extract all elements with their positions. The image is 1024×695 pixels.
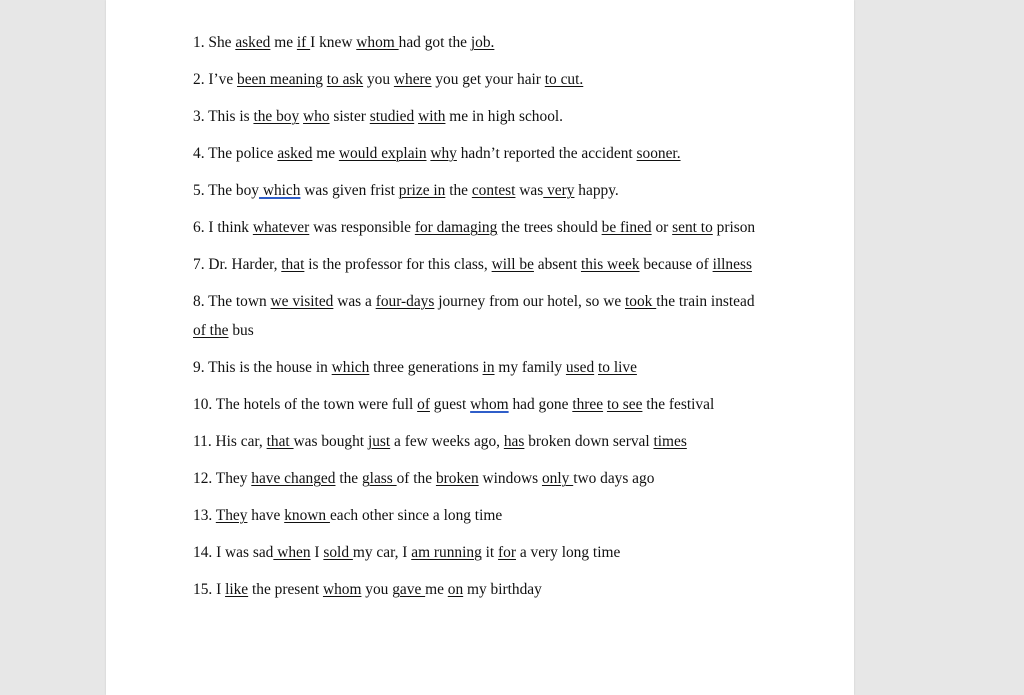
sentence-text: because of <box>639 256 713 273</box>
sentence-text: or <box>651 219 673 236</box>
sentence-text: 6. I think <box>193 219 253 236</box>
underlined-phrase: glass <box>361 470 397 487</box>
underlined-phrase: that <box>281 256 305 273</box>
underlined-phrase: used <box>565 359 595 376</box>
underlined-phrase: of the <box>193 322 229 339</box>
underlined-phrase: illness <box>712 256 752 273</box>
sentence-text: 1. She <box>193 34 236 51</box>
underlined-phrase: would explain <box>338 145 427 162</box>
underlined-phrase: have changed <box>251 470 336 487</box>
sentence-text: was <box>515 182 544 199</box>
underlined-phrase: only <box>541 470 574 487</box>
sentence-text: 8. The town <box>193 293 271 310</box>
underlined-phrase: whom <box>356 34 399 51</box>
sentence-text: had got the <box>398 34 471 51</box>
sentence-text: you get your hair <box>431 71 545 88</box>
underlined-phrase: will be <box>491 256 534 273</box>
underlined-phrase: job. <box>470 34 495 51</box>
sentence-text: 15. I <box>193 581 226 598</box>
sentence-text: my birthday <box>463 581 542 598</box>
sentence-text: the present <box>248 581 323 598</box>
underlined-phrase: took <box>625 293 657 310</box>
sentence-text: absent <box>533 256 581 273</box>
underlined-phrase: gave <box>392 581 426 598</box>
sentence-text: was a <box>333 293 376 310</box>
underlined-phrase: has <box>503 433 525 450</box>
sentence-text: my family <box>494 359 566 376</box>
sentence-text: of the <box>396 470 436 487</box>
underlined-phrase: am running <box>411 544 482 561</box>
underlined-phrase: studied <box>369 108 415 125</box>
underlined-phrase: They <box>215 507 248 524</box>
sentence-text: the train instead <box>656 293 755 310</box>
underlined-phrase: when <box>273 544 311 561</box>
sentence-text: a few weeks ago, <box>390 433 504 450</box>
sentence-text: prison <box>712 219 756 236</box>
underlined-phrase: if <box>296 34 311 51</box>
exercise-item-7 <box>193 250 768 279</box>
exercise-item-15 <box>193 575 768 604</box>
sentence-text: 7. Dr. Harder, <box>193 256 282 273</box>
sentence-text: 12. They <box>193 470 252 487</box>
underlined-phrase: sold <box>323 544 353 561</box>
underlined-phrase: very <box>543 182 575 199</box>
sentence-text: the <box>335 470 362 487</box>
sentence-text: hadn’t reported the accident <box>456 145 637 162</box>
exercise-item-10 <box>193 390 768 419</box>
exercise-item-2 <box>193 65 768 94</box>
underlined-phrase: just <box>367 433 391 450</box>
sentence-text: me <box>270 34 297 51</box>
sentence-text: happy. <box>574 182 619 199</box>
underlined-phrase: the boy <box>253 108 300 125</box>
sentence-text: 2. I’ve <box>193 71 238 88</box>
underlined-phrase: where <box>393 71 432 88</box>
exercise-item-6 <box>193 213 768 242</box>
exercise-item-13 <box>193 501 768 530</box>
underlined-phrase: to ask <box>326 71 364 88</box>
exercise-item-4 <box>193 139 768 168</box>
underlined-phrase: prize in <box>398 182 446 199</box>
underlined-phrase: which <box>331 359 370 376</box>
underlined-phrase: with <box>418 108 446 125</box>
sentence-text: you <box>361 581 393 598</box>
sentence-text: I knew <box>310 34 357 51</box>
underlined-phrase: why <box>430 145 457 162</box>
underlined-phrase: broken <box>435 470 479 487</box>
sentence-text: 13. <box>193 507 216 524</box>
sentence-text: have <box>247 507 285 524</box>
underlined-phrase: whatever <box>252 219 310 236</box>
underlined-phrase: to live <box>598 359 637 376</box>
sentence-text: was bought <box>293 433 368 450</box>
sentence-text: bus <box>228 322 254 339</box>
sentence-text: me <box>312 145 339 162</box>
sentence-text: was given frist <box>300 182 399 199</box>
sentence-text: you <box>363 71 394 88</box>
underlined-phrase: whom <box>322 581 362 598</box>
exercise-list <box>193 28 768 612</box>
document-page <box>106 0 854 695</box>
sentence-text: had gone <box>508 396 573 413</box>
underlined-phrase: four-days <box>375 293 435 310</box>
exercise-item-8 <box>193 287 768 345</box>
sentence-text: it <box>481 544 499 561</box>
sentence-text: 3. This is <box>193 108 254 125</box>
underlined-phrase: we visited <box>270 293 334 310</box>
underlined-phrase: sent to <box>672 219 713 236</box>
sentence-text: 4. The police <box>193 145 278 162</box>
sentence-text: each other since a long time <box>329 507 503 524</box>
underlined-phrase: been meaning <box>237 71 323 88</box>
underlined-phrase: asked <box>235 34 271 51</box>
underlined-phrase: asked <box>277 145 313 162</box>
underlined-phrase: this week <box>580 256 640 273</box>
sentence-text: windows <box>478 470 542 487</box>
sentence-text: was responsible <box>309 219 415 236</box>
sentence-text: is the professor for this class, <box>304 256 492 273</box>
underlined-phrase: be fined <box>601 219 652 236</box>
sentence-text: 9. This is the house in <box>193 359 332 376</box>
underlined-phrase: for damaging <box>414 219 498 236</box>
sentence-text: the <box>445 182 472 199</box>
sentence-text: 5. The boy <box>193 182 259 199</box>
underlined-phrase: times <box>653 433 687 450</box>
underlined-phrase: sooner. <box>636 145 681 162</box>
sentence-text: the festival <box>642 396 715 413</box>
underlined-phrase: to see <box>606 396 643 413</box>
sentence-text: me in high school. <box>445 108 564 125</box>
exercise-item-12 <box>193 464 768 493</box>
exercise-item-3 <box>193 102 768 131</box>
exercise-item-14 <box>193 538 768 567</box>
underlined-phrase: who <box>303 108 330 125</box>
sentence-text: my car, I <box>352 544 412 561</box>
underlined-phrase: like <box>225 581 249 598</box>
underlined-phrase: on <box>447 581 464 598</box>
underlined-phrase: known <box>284 507 330 524</box>
underlined-phrase: to cut. <box>544 71 584 88</box>
sentence-text: me <box>425 581 448 598</box>
sentence-text: sister <box>329 108 370 125</box>
exercise-item-9 <box>193 353 768 382</box>
sentence-text: a very long time <box>515 544 621 561</box>
sentence-text: two days ago <box>573 470 655 487</box>
underlined-phrase: that <box>266 433 294 450</box>
exercise-item-5 <box>193 176 768 205</box>
sentence-text: 14. I was sad <box>193 544 274 561</box>
underlined-phrase: of <box>417 396 430 413</box>
exercise-item-1 <box>193 28 768 57</box>
sentence-text: the trees should <box>497 219 602 236</box>
exercise-item-11 <box>193 427 768 456</box>
underlined-phrase: for <box>498 544 516 561</box>
sentence-text: three generations <box>369 359 483 376</box>
sentence-text: I <box>310 544 324 561</box>
spellcheck-underlined-phrase: whom <box>470 396 509 413</box>
sentence-text: 11. His car, <box>193 433 267 450</box>
sentence-text: guest <box>429 396 471 413</box>
underlined-phrase: in <box>482 359 495 376</box>
underlined-phrase: contest <box>471 182 516 199</box>
spellcheck-underlined-phrase: which <box>258 182 301 199</box>
sentence-text: 10. The hotels of the town were full <box>193 396 418 413</box>
sentence-text: broken down serval <box>524 433 654 450</box>
underlined-phrase: three <box>572 396 604 413</box>
sentence-text: journey from our hotel, so we <box>434 293 625 310</box>
